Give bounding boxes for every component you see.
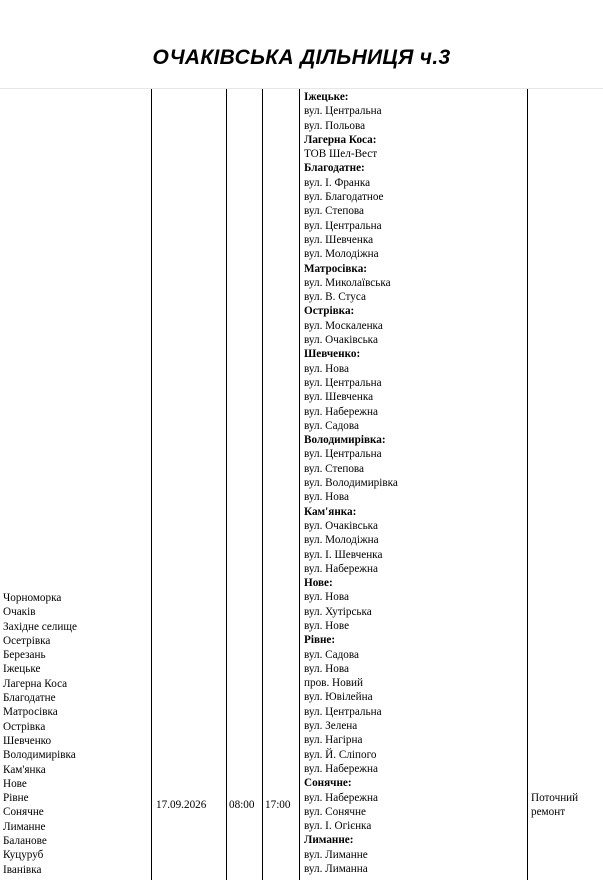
time-start: 08:00 (229, 799, 255, 811)
settlement-item: Іжецьке (3, 663, 41, 676)
streets-list (304, 90, 398, 876)
street-item: ТОВ Шел-Вест (304, 148, 378, 161)
column-divider (226, 89, 227, 880)
street-item: вул. Очаківська (304, 519, 378, 532)
street-item: вул. Набережна (304, 562, 378, 575)
street-item: вул. Лиманна (304, 863, 368, 876)
settlement-item: Куцуруб (3, 849, 44, 862)
street-item: вул. Очаківська (304, 334, 378, 347)
street-item: вул. Москаленка (304, 319, 383, 332)
settlement-item: Нове (3, 777, 27, 790)
settlement-header: Рівне: (304, 634, 336, 647)
column-divider (151, 89, 152, 880)
street-item: вул. Польова (304, 119, 366, 132)
settlement-item: Шевченко (3, 734, 52, 747)
settlement-item: Західне селище (3, 620, 77, 633)
street-item: вул. Набережна (304, 791, 378, 804)
street-item: вул. Центральна (304, 448, 382, 461)
street-item: вул. Миколаївська (304, 276, 391, 289)
settlement-item: Осетрівка (3, 634, 51, 647)
settlement-item: Лагерна Коса (3, 677, 68, 690)
settlement-item: Чорноморка (3, 592, 62, 604)
street-item: вул. Степова (304, 205, 365, 218)
outage-date: 17.09.2026 (156, 799, 207, 811)
settlement-item: Березань (3, 649, 46, 662)
settlement-header: Сонячне: (304, 777, 352, 790)
street-item: вул. Нова (304, 362, 349, 375)
settlement-header: Кам'янка: (304, 505, 357, 518)
settlement-item: Баланове (3, 835, 47, 848)
time-end: 17:00 (265, 799, 291, 811)
street-item: вул. Нова (304, 662, 349, 675)
settlement-header: Острівка: (304, 305, 355, 318)
reason-line: Поточний (531, 792, 579, 804)
settlement-header: Нове: (304, 577, 333, 590)
street-item: вул. Нова (304, 491, 349, 504)
street-item: вул. І. Франка (304, 176, 371, 189)
reason-line: ремонт (531, 806, 566, 819)
settlement-header: Благодатне: (304, 162, 365, 175)
page-title: ОЧАКІВСЬКА ДІЛЬНИЦЯ ч.3 (152, 46, 451, 69)
settlement-header: Лиманне: (304, 834, 354, 847)
street-item: вул. Молодіжна (304, 248, 379, 261)
street-item: вул. Набережна (304, 762, 378, 775)
street-item: вул. Молодіжна (304, 534, 379, 547)
settlement-item: Іванівка (3, 863, 42, 876)
street-item: вул. І. Огієнка (304, 820, 372, 833)
settlement-item: Володимирівка (3, 749, 76, 762)
street-item: вул. Центральна (304, 376, 382, 389)
street-item: вул. Садова (304, 419, 359, 432)
settlement-header: Іжецьке: (304, 91, 349, 103)
street-item: вул. Лиманне (304, 848, 368, 861)
column-divider (527, 89, 528, 880)
column-divider (262, 89, 263, 880)
street-item: вул. Й. Сліпого (304, 748, 377, 761)
settlement-header: Лагерна Коса: (304, 133, 377, 146)
street-item: пров. Новий (304, 677, 363, 690)
settlement-item: Матросівка (3, 706, 58, 719)
street-item: вул. Центральна (304, 219, 382, 232)
settlement-header: Шевченко: (304, 348, 361, 361)
street-item: вул. Центральна (304, 705, 382, 718)
street-item: вул. Центральна (304, 105, 382, 118)
street-item: вул. Шевченка (304, 233, 374, 246)
street-item: вул. Садова (304, 648, 359, 661)
settlements-list (3, 591, 77, 877)
street-item: вул. Володимирівка (304, 477, 398, 490)
street-item: вул. Зелена (304, 720, 358, 733)
street-item: вул. Благодатное (304, 191, 384, 204)
settlement-item: Кам'янка (3, 763, 46, 776)
street-item: вул. В. Стуса (304, 291, 366, 304)
street-item: вул. І. Шевченка (304, 548, 383, 561)
street-item: вул. Хутірська (304, 605, 372, 618)
street-item: вул. Нове (304, 619, 350, 632)
settlement-item: Рівне (3, 792, 29, 805)
column-divider (299, 89, 300, 880)
settlement-item: Острівка (3, 720, 46, 733)
settlement-item: Сонячне (3, 806, 44, 819)
settlement-header: Матросівка: (304, 262, 368, 275)
table-top-border (0, 88, 603, 89)
outage-reason (531, 791, 578, 820)
street-item: вул. Нагірна (304, 734, 363, 747)
street-item: вул. Набережна (304, 405, 378, 418)
street-item: вул. Сонячне (304, 805, 366, 818)
street-item: вул. Шевченка (304, 391, 374, 404)
street-item: вул. Ювілейна (304, 691, 373, 704)
settlement-item: Лиманне (3, 820, 46, 833)
street-item: вул. Нова (304, 591, 349, 604)
settlement-item: Благодатне (3, 692, 56, 705)
street-item: вул. Степова (304, 462, 365, 475)
settlement-item: Очаків (3, 606, 36, 619)
settlement-header: Володимирівка: (304, 434, 386, 447)
